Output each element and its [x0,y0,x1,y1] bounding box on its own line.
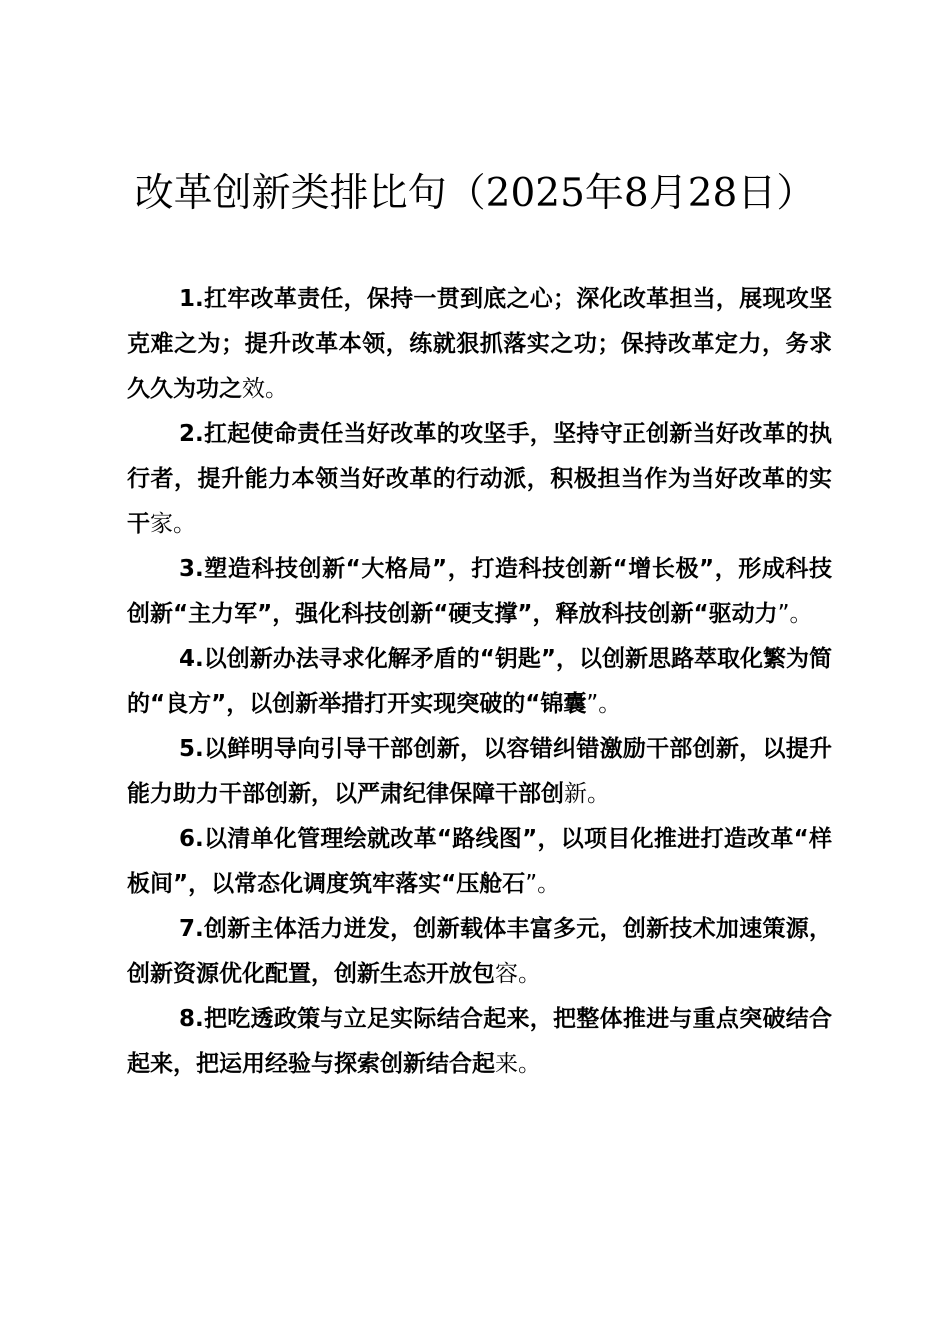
paragraph-1-text: 1.扛牢改革责任，保持一贯到底之心；深化改革担当，展现攻坚克难之为；提升改革本领，练就狠抓落实之功；保持改革定力，务求久久为功之 [127,286,832,402]
paragraph-6-text: 6.以清单化管理绘就改革“路线图”，以项目化推进打造改革“样板间”，以常态化调度筑牢落实“压舱石 [127,826,832,897]
paragraph-6 [127,817,832,907]
paragraph-8-text: 8.把吃透政策与立足实际结合起来，把整体推进与重点突破结合起来，把运用经验与探索创新结合起 [127,1006,832,1077]
paragraph-8 [127,997,832,1087]
document-title: 改革创新类排比句（2025年8月28日） [134,171,816,216]
paragraph-3 [127,547,832,637]
paragraph-3-text: 3.塑造科技创新“大格局”，打造科技创新“增长极”，形成科技创新“主力军”，强化科技创新“硬支撑”，释放科技创新“驱动力 [127,556,832,627]
paragraph-4-text: 4.以创新办法寻求化解矛盾的“钥匙”，以创新思路萃取化繁为简的“良方”，以创新举措打开实现突破的“锦囊 [127,646,832,717]
paragraph-2-tail: 家。 [150,511,196,537]
paragraph-5 [127,727,832,817]
paragraph-1 [127,277,832,412]
paragraph-5-tail: 新。 [564,781,610,807]
paragraph-7-tail: 容。 [495,961,541,987]
paragraph-2-text: 2.扛起使命责任当好改革的攻坚手，坚持守正创新当好改革的执行者，提升能力本领当好改革的行动派，积极担当作为当好改革的实干 [127,421,832,537]
paragraph-2 [127,412,832,547]
paragraph-4 [127,637,832,727]
document-body [127,277,832,1087]
paragraph-6-tail: ”。 [525,871,561,897]
paragraph-3-tail: ”。 [777,601,813,627]
paragraph-8-tail: 来。 [495,1051,541,1077]
paragraph-5-text: 5.以鲜明导向引导干部创新，以容错纠错激励干部创新，以提升能力助力干部创新，以严肃纪律保障干部创 [127,736,832,807]
paragraph-7 [127,907,832,997]
paragraph-1-tail: 效。 [242,376,288,402]
paragraph-7-text: 7.创新主体活力迸发，创新载体丰富多元，创新技术加速策源，创新资源优化配置，创新生态开放包 [127,916,832,987]
paragraph-4-tail: ”。 [586,691,622,717]
